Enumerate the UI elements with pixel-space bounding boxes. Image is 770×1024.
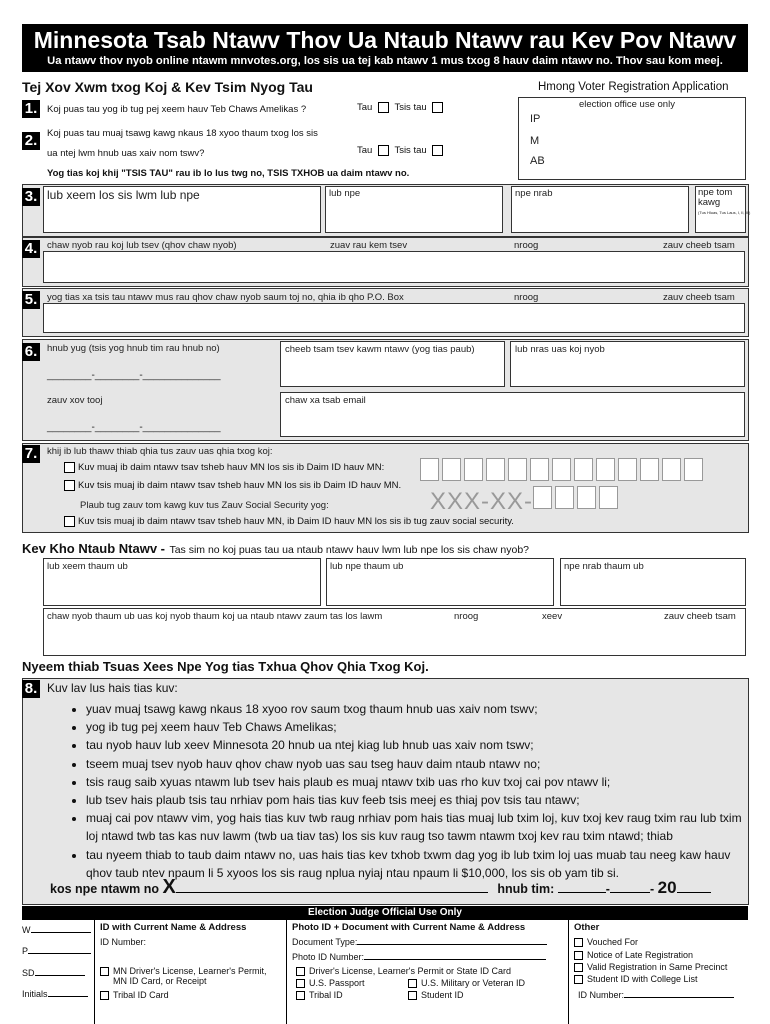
q1-no-label: Tsis tau <box>394 102 427 114</box>
phone-label: zauv xov tooj <box>47 395 103 406</box>
date-month-line[interactable] <box>558 892 606 893</box>
s8-number: 8. <box>22 680 40 698</box>
q1-options <box>357 102 446 113</box>
dob-blank[interactable]: ________-________-______________ <box>47 370 221 381</box>
q1-yes-checkbox[interactable] <box>378 102 389 113</box>
oath-item: • lub tsev hais plaub tsis tau nrhiav pom hais tias kuv feeb tsis meej es thiaj pov tsis tau ntawv; <box>86 791 742 809</box>
s4-city-label: zuav rau kem tsev <box>330 240 408 251</box>
signature-x: X <box>162 876 176 898</box>
q1-yes-label: Tau <box>357 102 373 114</box>
official-w: W <box>22 925 91 935</box>
oath-item: • tseem muaj tsev nyob hauv qhov chaw nyob uas sau tseg hauv daim ntaub ntawv no; <box>86 755 742 773</box>
app-name: Hmong Voter Registration Application <box>538 81 729 93</box>
form-subtitle: Ua ntawv thov nyob online ntawm mnvotes.org, los sis ua tej kab ntawv 1 mus txog 8 hauv daim ntawv no. Thov sau kom meej. <box>47 55 723 67</box>
prev-heading <box>22 540 529 558</box>
phone-blank[interactable]: ________-________-______________ <box>47 422 221 433</box>
official-use-bar: Election Judge Official Use Only <box>22 906 748 919</box>
q2-no-label: Tsis tau <box>394 145 427 157</box>
first-name-field[interactable]: lub npe <box>325 186 503 233</box>
office-use-box <box>518 97 746 180</box>
s4-zip-label: zauv cheeb tsam <box>663 240 735 251</box>
official-sd: SD <box>22 968 85 978</box>
office-use-label: election office use only <box>579 99 675 110</box>
q2-options <box>357 145 446 156</box>
s7-opt1 <box>64 462 384 473</box>
col3-opt3: Valid Registration in Same Precinct <box>574 962 727 972</box>
form-title: Minnesota Tsab Ntawv Thov Ua Ntaub Ntawv rau Kev Pov Ntawv <box>33 27 737 53</box>
date-label: hnub tim: <box>497 882 555 896</box>
col-divider <box>286 919 287 1024</box>
s4-address-label: chaw nyob rau koj lub tsev (qhov chaw nyob) <box>47 240 237 251</box>
oath-item: • tau nyeem thiab to taub daim ntawv no, uas hais tias kev txhob txwm dag yog ib lub txim loj uas muab tau neeg kaw hauv qhov taub ntev npaum li 5 xyoos los sis raug nplua nyiaj ntau npaum li $10,000, los sis ob yam tib si. <box>86 846 742 882</box>
col3-opt4: Student ID with College List <box>574 974 698 984</box>
oath-item: • muaj cai pov ntawv vim, yog hais tias kuv twb raug nrhiav pom hais tias muaj lub txim loj, kuv txoj kev raug txim rau lub txim loj ntawd twb tas kas nuv lawm (twb ua tiav tas) los sis kuv raug tso tawm ntawm txoj kev rau txim ntawd; thiab <box>86 809 742 845</box>
oath-item: • yuav muaj tsawg kawg nkaus 18 xyoo rov saum txog thaum hnub uas xaiv nom tswv; <box>86 700 742 718</box>
q2-number: 2. <box>22 132 40 150</box>
s4-number: 4. <box>22 240 40 258</box>
signature-line[interactable] <box>176 892 488 893</box>
office-ab: AB <box>530 155 545 167</box>
ssn-prefix: XXX-XX- <box>430 488 534 515</box>
section-title: Tej Xov Xwm txog Koj & Kev Tsim Nyog Tau <box>22 79 313 95</box>
prev-last-name-field[interactable]: lub xeem thaum ub <box>43 558 321 606</box>
col3-id: ID Number: <box>578 990 734 1000</box>
q2-line2: ua ntej lwm hnub uas xaiv nom tswv? <box>47 148 205 159</box>
license-number-boxes[interactable] <box>420 458 706 486</box>
col3-opt2: Notice of Late Registration <box>574 950 693 960</box>
col2-opt4: Tribal ID <box>296 990 343 1000</box>
form-header <box>22 24 748 72</box>
col-divider <box>568 919 569 1024</box>
s4-state-label: nroog <box>514 240 539 251</box>
q1-number: 1. <box>22 100 40 118</box>
ward-field[interactable]: lub nras uas koj nyob <box>510 341 745 387</box>
q1-text: Koj puas tau yog ib tug pej xeem hauv Teb Chaws Amelikas ? <box>47 104 307 115</box>
s7-opt1-checkbox[interactable] <box>64 462 75 473</box>
s7-opt2 <box>64 480 401 491</box>
s7-opt1-label: Kuv muaj ib daim ntawv tsav tsheb hauv MN los sis ib Daim ID hauv MN: <box>78 462 385 474</box>
email-field[interactable]: chaw xa tsab email <box>280 392 745 437</box>
official-initials: Initials <box>22 989 88 999</box>
col3-opt1: Vouched For <box>574 937 638 947</box>
s7-opt3-label: Kuv tsis muaj ib daim ntawv tsav tsheb hauv MN, ib Daim ID hauv MN los sis ib tug zauv social security. <box>78 516 514 528</box>
q1-no-checkbox[interactable] <box>432 102 443 113</box>
col1-id-number: ID Number: <box>100 937 147 947</box>
date-day-line[interactable] <box>610 892 650 893</box>
col1-opt2: Tribal ID Card <box>100 990 169 1000</box>
s5-mail-label: yog tias xa tsis tau ntawv mus rau qhov chaw nyob saum toj no, qhia ib qho P.O. Box <box>47 292 404 303</box>
official-p: P <box>22 946 91 956</box>
s5-number: 5. <box>22 291 40 309</box>
prev-first-name-field[interactable]: lub npe thaum ub <box>326 558 554 606</box>
prev-address-field[interactable]: chaw nyob thaum ub uas koj nyob thaum koj ua ntaub ntawv zaum tas los lawm nroog xeev zauv cheeb tsam <box>43 608 746 656</box>
col-divider <box>94 919 95 1024</box>
prev-middle-name-field[interactable]: npe nrab thaum ub <box>560 558 746 606</box>
dob-label: hnub yug (tsis yog hnub tim rau hnub no) <box>47 343 220 354</box>
s5-zip-label: zauv cheeb tsam <box>663 292 735 303</box>
q2-yes-label: Tau <box>357 145 373 157</box>
suffix-note: (Tus Hluas, Tus Laus, I, II, III) <box>698 210 751 215</box>
year-prefix: 20 <box>657 878 677 897</box>
prev-sub: Tas sim no koj puas tau ua ntaub ntawv hauv lwm lub npe los sis chaw nyob? <box>169 544 530 556</box>
office-m: M <box>530 135 540 147</box>
middle-name-field[interactable]: npe nrab <box>511 186 689 233</box>
col2-opt5: Student ID <box>408 990 464 1000</box>
last-name-field[interactable]: lub xeem los sis lwm lub npe <box>43 186 321 233</box>
date-year-line[interactable] <box>677 892 711 893</box>
official-divider <box>22 919 748 920</box>
oath-item: • yog ib tug pej xeem hauv Teb Chaws Amelikas; <box>86 718 742 736</box>
signature-row: kos npe ntawm no X hnub tim: - - 20 <box>50 876 711 899</box>
s7-opt3 <box>64 516 514 527</box>
sign-title: Nyeem thiab Tsuas Xees Npe Yog tias Txhua Qhov Qhia Txog Koj. <box>22 659 429 674</box>
prev-title: Kev Kho Ntaub Ntawv - <box>22 541 166 556</box>
col3-title: Other <box>574 922 600 933</box>
s5-state-label: nroog <box>514 292 539 303</box>
s7-opt2-checkbox[interactable] <box>64 480 75 491</box>
residence-address-field[interactable] <box>43 251 745 283</box>
col2-opt1: Driver's License, Learner's Permit or State ID Card <box>296 966 511 976</box>
s7-number: 7. <box>22 445 40 463</box>
oath-item: • tau nyob hauv lub xeev Minnesota 20 hnub ua ntej kiag lub hnub uas xaiv nom tswv; <box>86 736 742 754</box>
col2-photo-id: Photo ID Number: <box>292 952 546 962</box>
oath-item: • tsis raug saib xyuas ntawm lub tsev hais plaub es muaj ntawv txib uas rho kuv txoj cai pov ntawv li; <box>86 773 742 791</box>
col1-opt1: MN Driver's License, Learner's Permit, MN ID Card, or Receipt <box>100 966 273 986</box>
mailing-address-field[interactable] <box>43 303 745 333</box>
school-district-field[interactable]: cheeb tsam tsev kawm ntawv (yog tias paub) <box>280 341 505 387</box>
col2-opt2: U.S. Passport <box>296 978 365 988</box>
s7-opt2b: Plaub tug zauv tom kawg kuv tus Zauv Social Security yog: <box>80 500 329 511</box>
q2-yes-checkbox[interactable] <box>378 145 389 156</box>
signature-label: kos npe ntawm no <box>50 882 160 896</box>
sign-intro: Kuv lav lus hais tias kuv: <box>47 681 178 695</box>
s3-number: 3. <box>22 188 40 206</box>
office-ip: IP <box>530 113 541 125</box>
col2-doc-type: Document Type: <box>292 937 547 947</box>
s7-opt2-label: Kuv tsis muaj ib daim ntawv tsav tsheb hauv MN los sis ib Daim ID hauv MN. <box>78 480 402 492</box>
suffix-field[interactable]: npe tom kawg (Tus Hluas, Tus Laus, I, II, III) <box>695 186 746 233</box>
oath-list <box>70 700 742 882</box>
q2-note: Yog tias koj khij "TSIS TAU" rau ib lo lus twg no, TSIS TXHOB ua daim ntawv no. <box>47 168 410 179</box>
q2-line1: Koj puas tau muaj tsawg kawg nkaus 18 xyoo thaum txog los sis <box>47 128 318 139</box>
col2-opt3: U.S. Military or Veteran ID <box>408 978 525 988</box>
s6-number: 6. <box>22 343 40 361</box>
s7-intro: khij ib lub thawv thiab qhia tus zauv uas qhia txog koj: <box>47 446 273 457</box>
q2-no-checkbox[interactable] <box>432 145 443 156</box>
s7-opt3-checkbox[interactable] <box>64 516 75 527</box>
ssn-entry <box>430 486 621 516</box>
col1-title: ID with Current Name & Address <box>100 922 247 933</box>
col2-title: Photo ID + Document with Current Name & Address <box>292 922 526 933</box>
